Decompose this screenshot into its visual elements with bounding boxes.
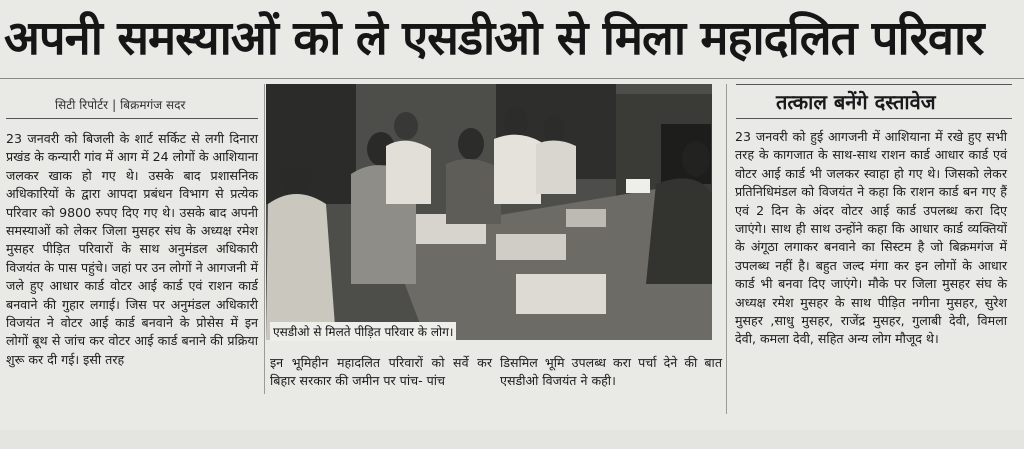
page-bottom-strip — [0, 430, 1024, 449]
byline-rule — [6, 118, 258, 119]
article-body-mid-1: इन भूमिहीन महादलित परिवारों को सर्वे कर बिहार सरकार की जमीन पर पांच- पांच — [270, 355, 492, 389]
news-photo — [266, 84, 712, 340]
news-photo-image — [266, 84, 712, 340]
subhead-rule-top — [736, 84, 1012, 85]
byline — [55, 96, 185, 113]
headline-rule — [0, 78, 1024, 79]
article-body-right: 23 जनवरी को हुई आगजनी में आशियाना में रखे हुए सभी तरह के कागजात के साथ-साथ राशन कार्ड आधार कार्ड एवं वोटर आई कार्ड भी जलकर स्वाहा हो गए थे। जिसको लेकर प्रतिनिधिमंडल को विजयंत ने कहा कि राशन कार्ड बन गए हैं एवं 2 दिन के अंदर वोटर आई कार्ड उपलब्ध करा दिए जाएंगे। साथ ही साथ उन्होंने कहा कि आधार कार्ड व्यक्तियों के अंगूठा लगाकर बनवाने का सिस्टम है जो बिक्रमगंज में उपलब्ध नहीं है। बहुत जल्द मंगा कर इन लोगों के आधार कार्ड भी बनवा दिए जाएंगे। मौके पर जिला मुसहर संघ के अध्यक्ष रमेश मुसहर के साथ पीड़ित नगीना मुसहर, सुरेश मुसहर ,साधु मुसहर, राजेंद्र मुसहर, गुलाबी देवी, विमला देवी, कमला देवी, सहित अन्य लोग मौजूद थे। — [735, 129, 1007, 347]
headline: अपनी समस्याओं को ले एसडीओ से मिला महादलित परिवार — [4, 11, 984, 66]
subhead-rule-bottom — [736, 118, 1012, 119]
article-body-mid-2: डिसमिल भूमि उपलब्ध करा पर्चा देने की बात एसडीओ विजयंत ने कही। — [500, 355, 722, 389]
subheading: तत्काल बनेंगे दस्तावेज — [776, 90, 936, 114]
byline-reporter: सिटी रिपोर्टर — [55, 98, 109, 112]
column-divider-left — [264, 84, 265, 394]
article-body-left: 23 जनवरी को बिजली के शार्ट सर्किट से लगी दिनारा प्रखंड के कन्यारी गांव में आग में 24 लोगों के आशियाना जलकर खाक हो गए थे। उसके बाद प्रशासनिक अधिकारियों के द्वारा आपदा प्रबंधन विभाग से प्रत्येक परिवार को 9800 रुपए दिए गए थे। उसके बाद अपनी समस्याओं को लेकर जिला मुसहर संघ के अध्यक्ष रमेश मुसहर पीड़ित परिवारों के साथ अनुमंडल अधिकारी विजयंत के पास पहुंचे। जहां पर उन लोगों ने आगजनी में जले हुए आधार कार्ड वोटर आई कार्ड एवं राशन कार्ड बनवाने की गुहार लगाई। जिस पर अनुमंडल अधिकारी विजयंत ने वोटर आई कार्ड बनवाने के प्रोसेस में इन लोगों बूथ से जांच कर वोटर आई कार्ड बनाने की प्रक्रिया शुरू कर दी गई। इसी तरह — [6, 131, 259, 367]
byline-place: बिक्रमगंज सदर — [120, 98, 186, 112]
photo-caption: एसडीओ से मिलते पीड़ित परिवार के लोग। — [270, 322, 456, 341]
byline-separator: | — [112, 98, 117, 112]
column-divider-right — [726, 84, 727, 414]
